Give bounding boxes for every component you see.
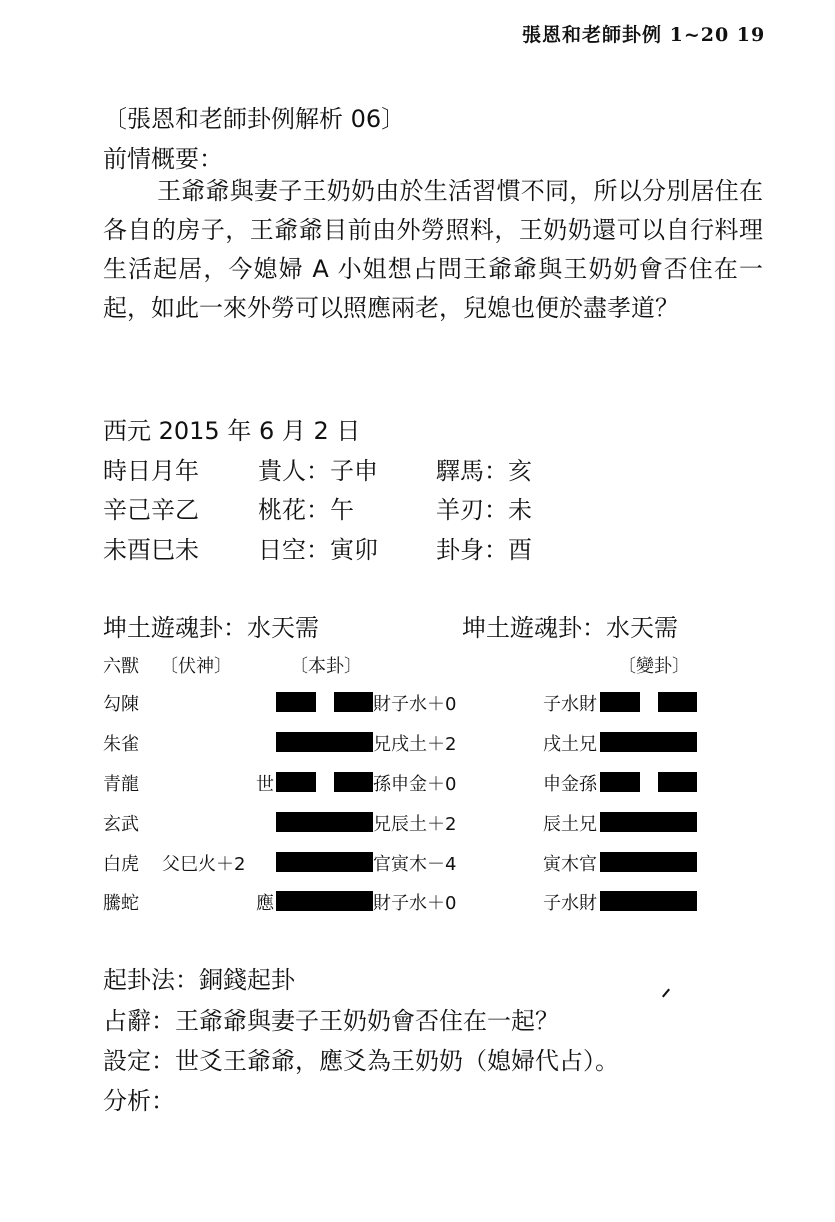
changed-line-label: 申金孫 <box>543 774 597 795</box>
six-beast-label: 青龍 <box>103 774 139 795</box>
changed-yin-bar-right <box>658 692 697 712</box>
main-yin-bar-left <box>276 692 316 712</box>
info-cell: 卦身：酉 <box>436 536 532 564</box>
changed-line-label: 寅木官 <box>543 854 597 875</box>
analysis-label: 分析： <box>103 1087 175 1115</box>
setting-line: 設定：世爻王爺爺，應爻為王奶奶（媳婦代占）。 <box>103 1047 619 1075</box>
main-yang-bar <box>276 852 373 872</box>
main-yang-bar <box>276 732 373 752</box>
hidden-spirit-label: 父巳火＋2 <box>162 854 246 875</box>
main-line-label: 兄戌土＋2 <box>373 734 457 755</box>
six-beast-label: 騰蛇 <box>103 893 139 914</box>
info-cell: 羊刃：未 <box>436 496 532 524</box>
intro-paragraph: 王爺爺與妻子王奶奶由於生活習慣不同，所以分別居住在各自的房子，王爺爺目前由外勞照料，王奶奶還可以自行料理生活起居，今媳婦 A 小姐想占問王爺爺與王奶奶會否住在一起，如此一來外勞可以照應兩老，兒媳也便於盡孝道？ <box>103 177 763 322</box>
hexagram-title-changed: 坤土遊魂卦：水天需 <box>462 614 678 642</box>
info-cell: 時日月年 <box>103 457 199 485</box>
changed-yin-bar-left <box>600 772 640 792</box>
main-line-label: 財子水＋0 <box>373 694 457 715</box>
question-line: 占辭：王爺爺與妻子王奶奶會否住在一起？ <box>103 1007 559 1035</box>
main-line-label: 官寅木－4 <box>373 854 457 875</box>
changed-line-label: 子水財 <box>543 893 597 914</box>
changed-yang-bar <box>600 732 697 752</box>
info-cell: 貴人：子申 <box>258 457 378 485</box>
six-beast-label: 勾陳 <box>103 694 139 715</box>
info-cell: 辛己辛乙 <box>103 496 199 524</box>
main-yang-bar <box>276 812 373 832</box>
changed-yin-bar-right <box>658 772 697 792</box>
six-beast-label: 白虎 <box>103 854 139 875</box>
method-line: 起卦法：銅錢起卦 <box>103 966 295 994</box>
page-header: 張恩和老師卦例 1~20 19 <box>522 24 766 46</box>
changed-line-label: 子水財 <box>543 694 597 715</box>
hexagram-title-main: 坤土遊魂卦：水天需 <box>103 614 319 642</box>
info-cell: 桃花：午 <box>258 496 354 524</box>
main-line-label: 財子水＋0 <box>373 893 457 914</box>
main-line-label: 孫申金＋0 <box>373 774 457 795</box>
changed-yang-bar <box>600 891 697 911</box>
changed-yang-bar <box>600 812 697 832</box>
world-response-marker: 應 <box>256 893 274 914</box>
main-yin-bar-right <box>334 692 373 712</box>
main-line-label: 兄辰土＋2 <box>373 814 457 835</box>
changed-hexagram-header: 〔變卦〕 <box>618 656 690 677</box>
info-cell: 日空：寅卯 <box>258 536 378 564</box>
info-cell: 未酉巳未 <box>103 536 199 564</box>
changed-line-label: 戌土兄 <box>543 734 597 755</box>
intro-label: 前情概要： <box>103 145 223 173</box>
document-title: 〔張恩和老師卦例解析 06〕 <box>103 105 406 133</box>
main-yin-bar-right <box>334 772 373 792</box>
six-beast-label: 朱雀 <box>103 734 139 755</box>
main-hexagram-header: 〔本卦〕 <box>290 656 362 677</box>
date-line: 西元 2015 年 6 月 2 日 <box>103 417 361 445</box>
changed-yang-bar <box>600 852 697 872</box>
main-yin-bar-left <box>276 772 316 792</box>
hidden-spirit-header: 〔伏神〕 <box>160 656 232 677</box>
main-yang-bar <box>276 891 373 911</box>
changed-line-label: 辰土兄 <box>543 814 597 835</box>
stray-mark <box>662 989 670 998</box>
info-cell: 驛馬：亥 <box>436 457 532 485</box>
six-beasts-header: 六獸 <box>103 656 139 677</box>
world-response-marker: 世 <box>256 774 274 795</box>
six-beast-label: 玄武 <box>103 814 139 835</box>
changed-yin-bar-left <box>600 692 640 712</box>
